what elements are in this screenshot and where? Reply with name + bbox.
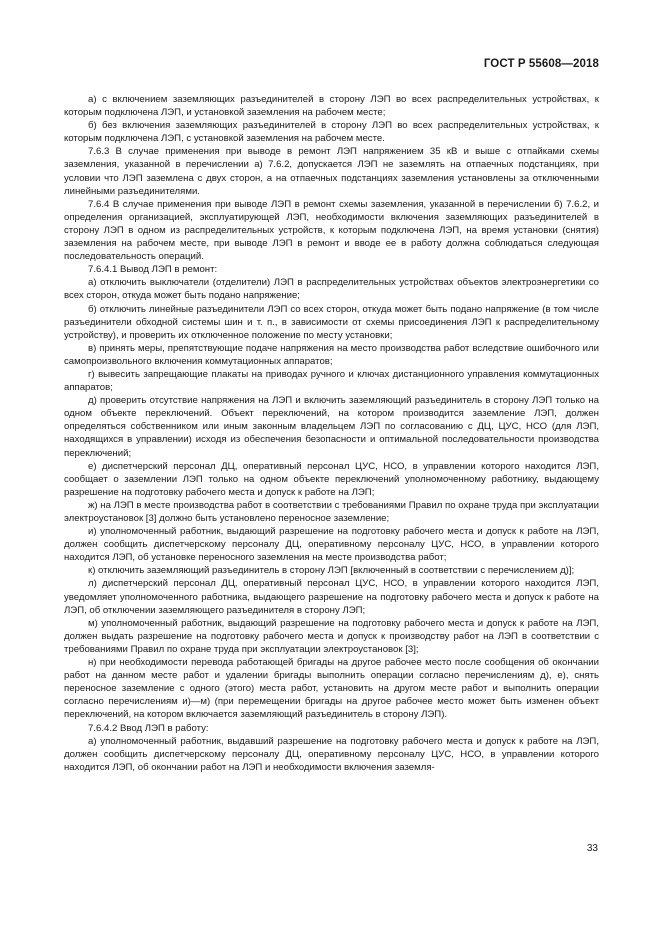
list-item: ж) на ЛЭП в месте производства работ в соответствии с требованиями Правил по охране труда при эксплуатации электроустановок [3] должно быть установлено переносное заземление; [64, 499, 599, 524]
list-item: г) вывесить запрещающие плакаты на приводах ручного и ключах дистанционного управления коммутационных аппаратов; [64, 368, 599, 394]
list-item: д) проверить отсутствие напряжения на ЛЭП и включить заземляющий разъединитель в сторону ЛЭП только на одном объекте переключений. Объект переключений, на котором производится заземление ЛЭП, должен определяться собственником или иным законным владельцем ЛЭП по согласованию с ДЦ, ЦУС, НСО (для ЛЭП, находящихся в управлении) исходя из обеспечения безопасности и оптимальной последовательности производства переключений; [64, 395, 599, 459]
paragraph: 7.6.3 В случае применения при выводе в ремонт ЛЭП напряжением 35 кВ и выше с отпайками схемы заземления, указанной в перечислении а) 7.6.2, допускается ЛЭП не заземлять на отпаечных подстанциях, при условии что ЛЭП заземлена с двух сторон, а на отпаечных подстанциях заземления установлены за отключенными линейными разъединителями. [64, 146, 599, 197]
paragraph: а) с включением заземляющих разъединителей в сторону ЛЭП во всех распределительных устройствах, к которым подключена ЛЭП, и установкой заземления на рабочем месте; [64, 94, 599, 119]
list-item: б) отключить линейные разъединители ЛЭП со всех сторон, откуда может быть подано напряжение (в том числе разъединители обходной системы шин и т. п., в зависимости от схемы присоединения ЛЭП к распределительному устройству), и проверить их отключенное положение по месту установки; [64, 303, 599, 341]
list-item: л) диспетчерский персонал ДЦ, оперативный персонал ЦУС, НСО, в управлении которого находится ЛЭП, уведомляет уполномоченного работника, выдающего разрешение на подготовку рабочего места и допуск к работе на ЛЭП, об отключении заземляющего разъединителя в сторону ЛЭП; [64, 578, 599, 616]
page-number: 33 [586, 843, 598, 854]
document-body [64, 93, 599, 774]
section-heading: 7.6.4.2 Ввод ЛЭП в работу: [88, 722, 209, 734]
list-item: м) уполномоченный работник, выдающий разрешение на подготовку рабочего места и допуск к работе на ЛЭП, должен выдать разрешение на подготовку рабочего места и допуск к производству работ на ЛЭП в соответствии с требованиями Правил по охране труда при эксплуатации электроустановок [3]; [64, 617, 599, 655]
list-item: а) отключить выключатели (отделители) ЛЭП в распределительных устройствах объектов электроэнергетики со всех сторон, откуда может быть подано напряжение; [64, 277, 599, 302]
list-item: к) отключить заземляющий разъединитель в сторону ЛЭП [включенный в соответствии с перечислением д)]; [88, 565, 575, 577]
paragraph: б) без включения заземляющих разъединителей в сторону ЛЭП во всех распределительных устройствах, к которым подключена ЛЭП, с установкой заземления на рабочем месте. [64, 120, 599, 145]
list-item: е) диспетчерский персонал ДЦ, оперативный персонал ЦУС, НСО, в управлении которого находится ЛЭП, сообщает о заземлении ЛЭП только на одном объекте переключений уполномоченному работнику, выдающему разрешение на подготовку рабочего места и допуск к работе на ЛЭП; [64, 460, 599, 498]
list-item: и) уполномоченный работник, выдающий разрешение на подготовку рабочего места и допуск к работе на ЛЭП, должен сообщить диспетчерскому персоналу ДЦ, оперативному персоналу ЦУС, НСО, в управлении которого находится ЛЭП, об установке переносного заземления на месте производства работ; [64, 526, 599, 564]
paragraph: 7.6.4 В случае применения при выводе ЛЭП в ремонт схемы заземления, указанной в перечислении б) 7.6.2, и определения организацией, эксплуатирующей ЛЭП, необходимости включения заземляющих разъединителей в сторону ЛЭП в одном из распределительных устройств, к которым подключена ЛЭП, на время установки (снятия) заземления на рабочем месте, при выводе ЛЭП в ремонт и вводе ее в работу должна соблюдаться следующая последовательность операций. [64, 198, 599, 263]
section-heading: 7.6.4.1 Вывод ЛЭП в ремонт: [88, 264, 218, 276]
document-standard-number: ГОСТ Р 55608—2018 [483, 58, 599, 70]
list-item: н) при необходимости перевода работающей бригады на другое рабочее место после сообщения об окончании работ на данном месте работ и удалении бригады выполнить операции согласно перечислениям д), е), снять переносное заземление с одного (этого) места работ, установить на другом месте работ и выполнить операции согласно перечислениям и)—м) (при перемещении бригады на другое рабочее место может быть изменен объект переключений, на котором включается заземляющий разъединитель в сторону ЛЭП). [64, 657, 599, 721]
list-item: в) принять меры, препятствующие подаче напряжения на место производства работ вследствие ошибочного или самопроизвольного включения коммутационных аппаратов; [64, 342, 599, 367]
list-item: а) уполномоченный работник, выдавший разрешение на подготовку рабочего места и допуск к работе на ЛЭП, должен сообщить диспетчерскому персоналу ДЦ, оперативному персоналу ЦУС, НСО, в управлении которого находится ЛЭП, об окончании работ на ЛЭП и необходимости включения заземля- [64, 735, 599, 773]
